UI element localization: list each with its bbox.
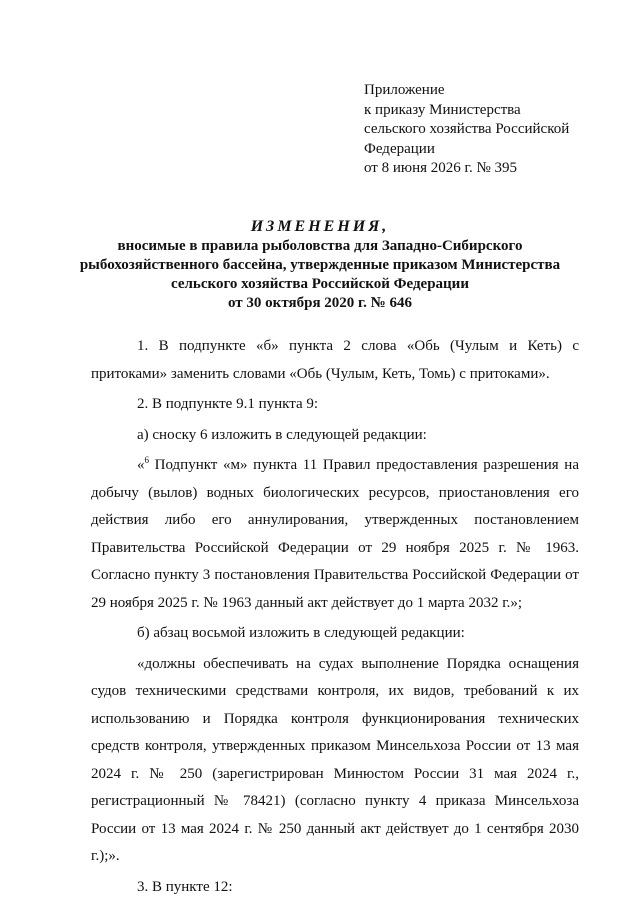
title-line: рыбохозяйственного бассейна, утвержденные приказом Министерства (79, 257, 561, 273)
title-line: вносимые в правила рыболовства для Западно-Сибирского (117, 238, 523, 254)
annex-header (364, 81, 569, 179)
annex-line: Приложение (364, 82, 445, 98)
footnote-text: Подпункт «м» пункта 11 Правил предоставления разрешения на добычу (вылов) водных биологических ресурсов, приостановления его действия либо его аннулирования, утвержденных постановлением Правительства Российской Федерации от 29 ноября 2025 г. № 1963. Согласно пункту 3 постановления Правительства Российской Федерации от 29 ноября 2025 г. № 1963 данный акт действует до 1 марта 2032 г.»; (91, 457, 579, 611)
title-line: от 30 октября 2020 г. № 646 (228, 295, 412, 311)
document-title (60, 217, 580, 313)
paragraph-4-footnote (91, 452, 579, 617)
paragraph-2: 2. В подпункте 9.1 пункта 9: (137, 396, 319, 412)
paragraph-5: б) абзац восьмой изложить в следующей редакции: (137, 625, 465, 641)
paragraph-6: «должны обеспечивать на судах выполнение Порядка оснащения судов техническими средствами контроля, их видов, требований к их использованию и Порядка контроля функционирования технических средств контроля, утвержденных приказом Минсельхоза России от 13 мая 2024 г. № 250 (зарегистрирован Минюстом России 31 мая 2024 г., регистрационный № 78421) (согласно пункту 4 приказа Минсельхоза России от 13 мая 2024 г. № 250 данный акт действует до 1 сентября 2030 г.);». (91, 655, 579, 864)
annex-line: сельского хозяйства Российской (364, 121, 570, 137)
annex-line: Федерации (364, 140, 435, 157)
title-line: сельского хозяйства Российской Федерации (171, 276, 469, 292)
document-body (91, 333, 579, 901)
paragraph-7: 3. В пункте 12: (137, 878, 233, 895)
footnote-marker: 6 (144, 455, 149, 465)
paragraph-1: 1. В подпункте «б» пункта 2 слова «Обь (Чулым и Кеть) с притоками» заменить словами «Обь (Чулым, Кеть, Томь) с притоками». (91, 338, 579, 382)
annex-line: к приказу Министерства (364, 101, 521, 118)
annex-line: от 8 июня 2026 г. № 395 (364, 160, 518, 176)
paragraph-3: а) сноску 6 изложить в следующей редакции: (137, 426, 427, 443)
quote-open: « (137, 457, 145, 473)
title-heading: ИЗМЕНЕНИЯ, (250, 218, 390, 235)
